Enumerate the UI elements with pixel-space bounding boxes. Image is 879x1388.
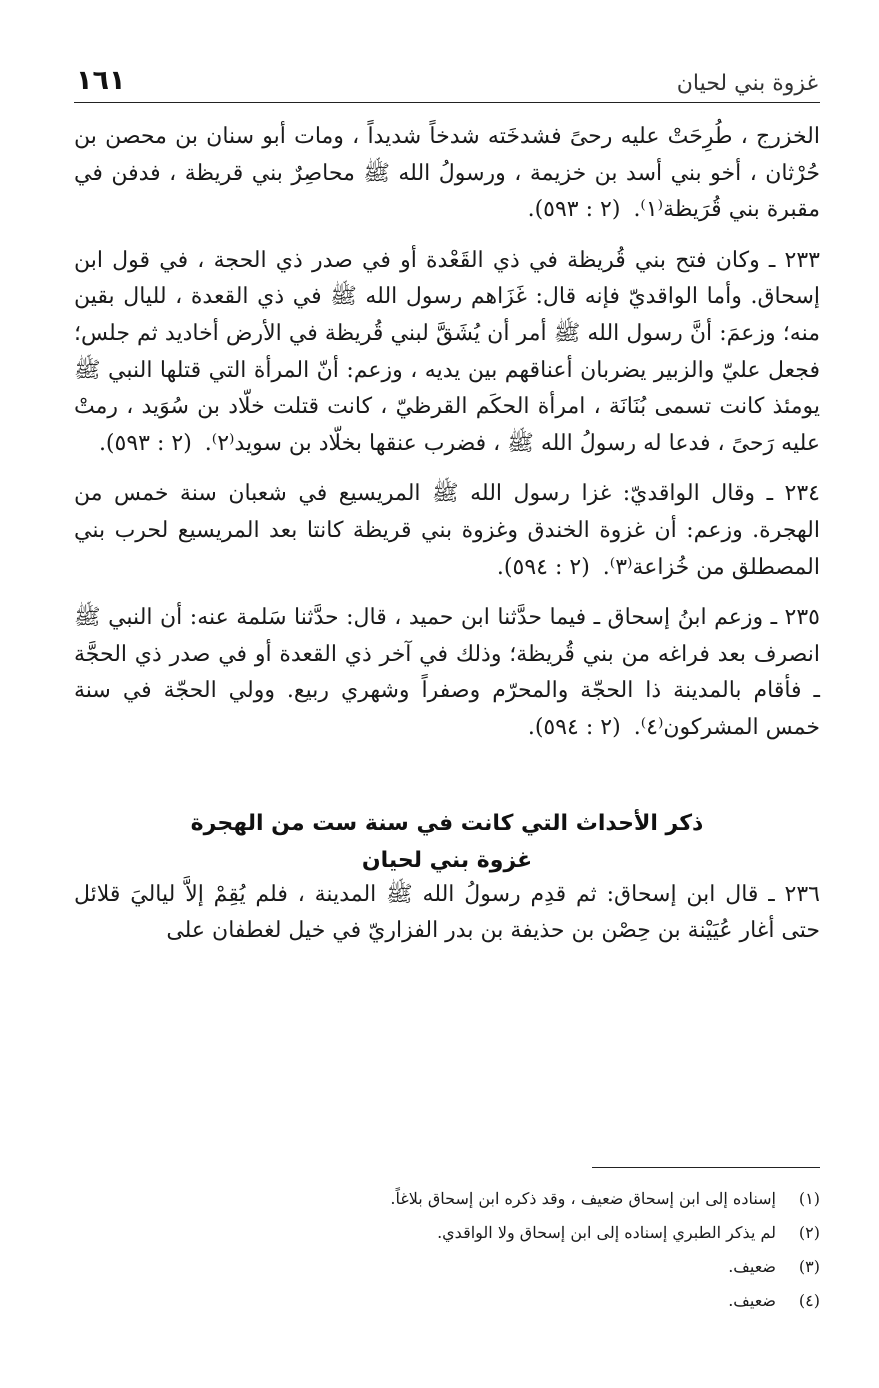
footnote [74, 1250, 820, 1284]
source-reference: (٢ : ٥٩٤). [496, 554, 590, 580]
paragraph-text: الخزرج ، طُرِحَتْ عليه رحىً فشدخَته شدخاً شديداً ، ومات أبو سنان بن محصن بن حُرْثان ، أخو بني أسد بن خزيمة ، ورسولُ الله ﷺ محاصِرٌ بني قريظة ، فدفن في مقبرة بني قُرَيظة⁽١⁾. [74, 124, 820, 223]
paragraph [74, 877, 820, 950]
footnote-text: ضعيف. [728, 1257, 776, 1276]
paragraph [74, 243, 820, 463]
footnote-number: (١) [798, 1189, 820, 1208]
footnote-number: (٢) [798, 1223, 820, 1242]
book-page [74, 52, 820, 1310]
paragraph [74, 476, 820, 586]
paragraph-text: ٢٣٤ ـ وقال الواقديّ: غزا رسول الله ﷺ المريسيع في شعبان سنة خمس من الهجرة. وزعم: أن غزوة الخندق وغزوة بني قريظة كانتا بعد المريسيع لحرب بني المصطلق من خُزاعة⁽٣⁾. [74, 481, 820, 580]
paragraph-text: ٢٣٥ ـ وزعم ابنُ إسحاق ـ فيما حدَّثنا ابن حميد ، قال: حدَّثنا سَلمة عنه: أن النبي ﷺ انصرف بعد فراغه من بني قُريظة؛ وذلك في آخر ذي القعدة أو في صدر ذي الحجَّة ـ فأقام بالمدينة ذا الحجّة والمحرّم وصفراً وشهري ربيع. وولي الحجّة في سنة خمس المشركون⁽٤⁾. [74, 605, 820, 740]
running-head [74, 52, 820, 103]
section-heading: ذكر الأحداث التي كانت في سنة ست من الهجرة [190, 810, 704, 836]
footnotes [74, 1182, 820, 1318]
paragraph [74, 600, 820, 746]
source-reference: (٢ : ٥٩٣). [527, 197, 621, 223]
paragraph-text: ٢٣٦ ـ قال ابن إسحاق: ثم قدِم رسولُ الله ﷺ المدينة ، فلم يُقِمْ إلاَّ لياليَ قلائل حتى أغار عُيَيْنة بن حِصْن بن حذيفة بن بدر الفزاريّ في خيل لغطفان على [74, 881, 820, 944]
footnote-number: (٤) [798, 1291, 820, 1310]
paragraph [74, 119, 820, 229]
paragraph-text: ٢٣٣ ـ وكان فتح بني قُريظة في ذي القَعْدة أو في صدر ذي الحجة ، في قول ابن إسحاق. وأما الواقديّ فإنه قال: غَزَاهم رسول الله ﷺ في ذي القعدة ، لليال بقين منه؛ وزعمَ: أنَّ رسول الله ﷺ أمر أن يُشَقَّ لبني قُريظة في الأرض أخاديد ثم جلس؛ فجعل عليّ والزبير يضربان أعناقهم بين يديه ، وزعم: أنّ المرأة التي قتلها النبي ﷺ يومئذ كانت تسمى بُنَانَة ، امرأة الحكَم القرظيّ ، كانت قتلت خلّاد بن سُوَيد ، رمتْ عليه رَحىً ، فدعا له رسولُ الله ﷺ ، فضرب عنقها بخلّاد بن سويد⁽٢⁾. [74, 247, 820, 456]
footnote-divider [592, 1167, 820, 1168]
source-reference: (٢ : ٥٩٣). [98, 430, 192, 456]
source-reference: (٢ : ٥٩٤). [527, 714, 621, 740]
section-subheading: غزوة بني لحيان [361, 847, 533, 873]
running-title: غزوة بني لحيان [676, 71, 818, 96]
footnote [74, 1182, 820, 1216]
footnote-text: إسناده إلى ابن إسحاق ضعيف ، وقد ذكره ابن إسحاق بلاغاً. [390, 1189, 776, 1208]
footnote-text: ضعيف. [728, 1291, 776, 1310]
footnote [74, 1284, 820, 1318]
footnote-text: لم يذكر الطبري إسناده إلى ابن إسحاق ولا الواقدي. [437, 1223, 776, 1242]
footnote-number: (٣) [798, 1257, 820, 1276]
body-text [74, 119, 820, 950]
footnote [74, 1216, 820, 1250]
page-number: ١٦١ [76, 65, 126, 96]
